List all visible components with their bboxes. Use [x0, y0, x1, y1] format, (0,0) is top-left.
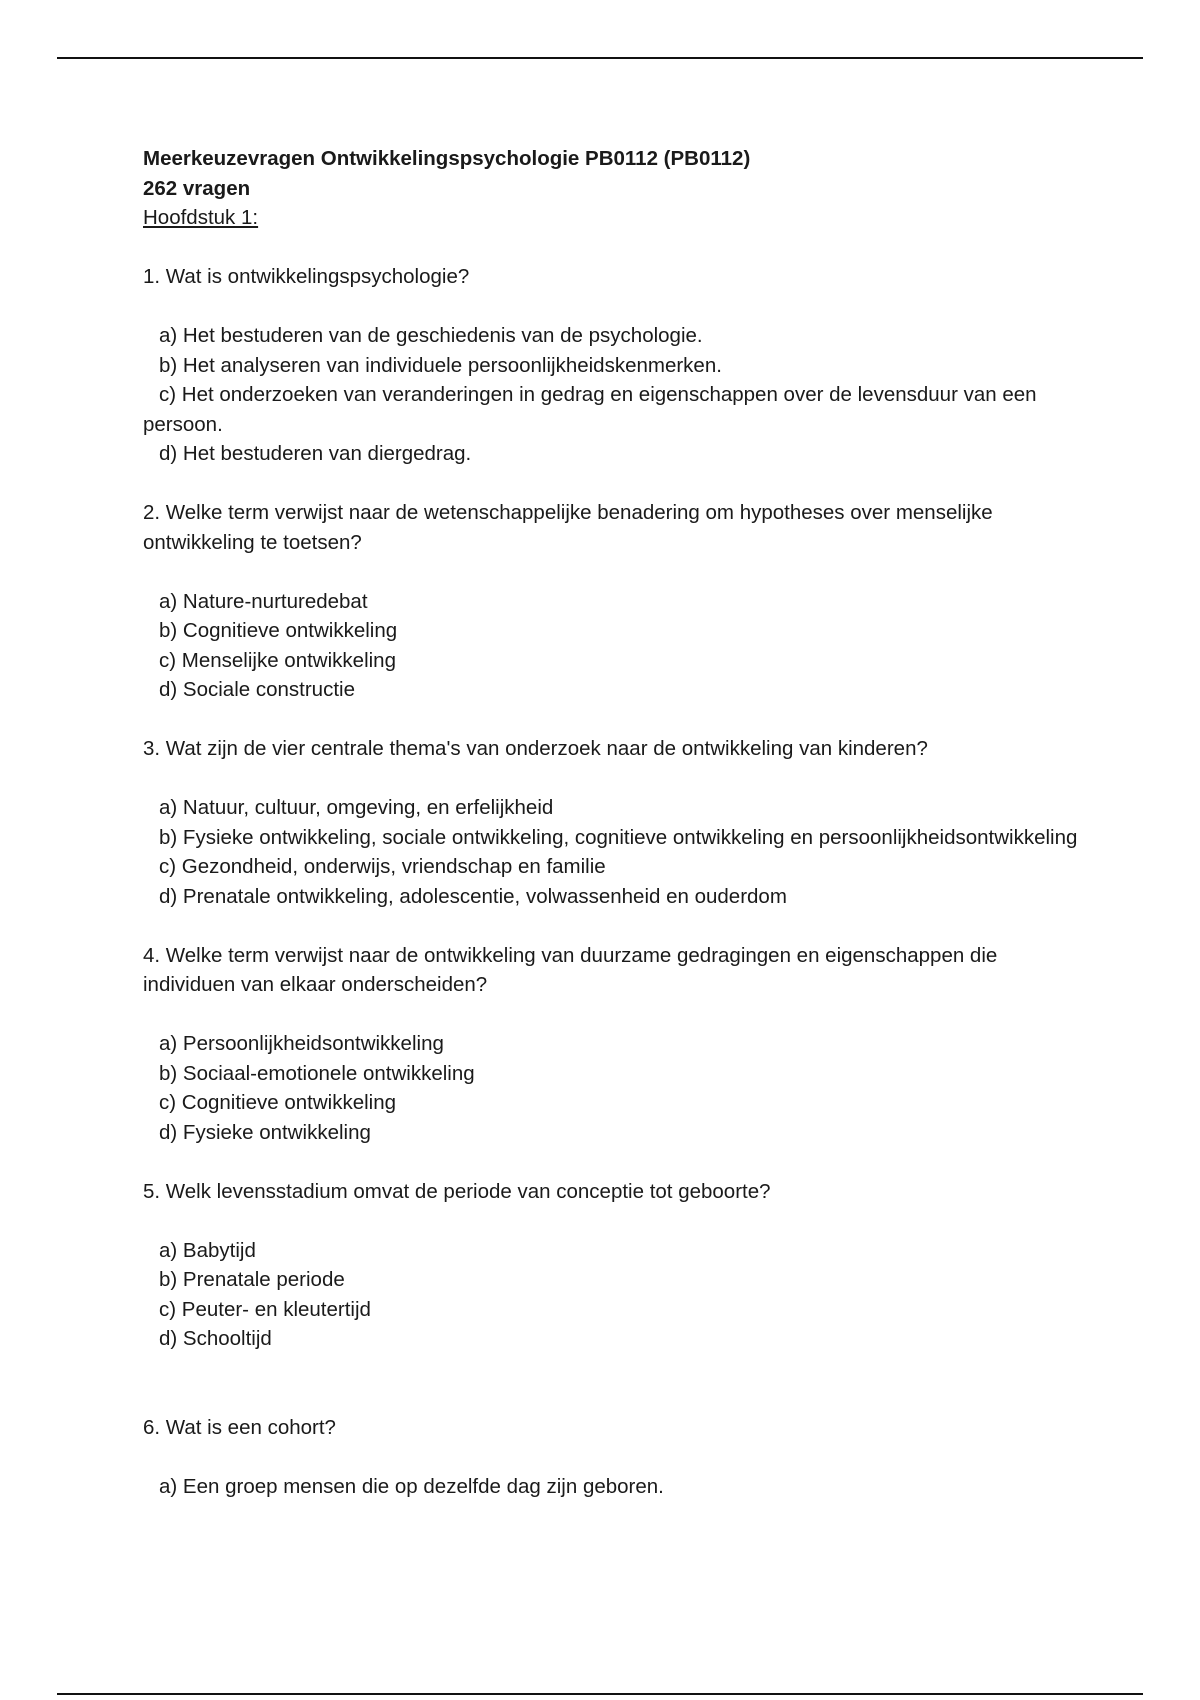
question-block [143, 498, 1083, 705]
answer-option: d) Sociale constructie [159, 678, 355, 701]
answer-option: b) Cognitieve ontwikkeling [159, 619, 398, 642]
answer-option: a) Een groep mensen die op dezelfde dag zijn geboren. [159, 1474, 664, 1498]
top-rule [57, 57, 1143, 59]
answer-option: c) Peuter- en kleutertijd [159, 1297, 371, 1321]
question-block [143, 734, 1083, 911]
answer-option: d) Het bestuderen van diergedrag. [159, 442, 472, 465]
answer-option: a) Het bestuderen van de geschiedenis van de psychologie. [159, 324, 703, 347]
answer-option: c) Menselijke ontwikkeling [159, 648, 396, 672]
answer-option: a) Nature-nurturedebat [159, 589, 368, 613]
answer-option: d) Prenatale ontwikkeling, adolescentie, volwassenheid en ouderdom [159, 884, 787, 908]
question-text: 1. Wat is ontwikkelingspsychologie? [143, 265, 470, 288]
question-text: 2. Welke term verwijst naar de wetenschappelijke benadering om hypotheses over menselijke ontwikkeling te toetsen? [143, 501, 993, 554]
question-block [143, 262, 1083, 469]
document-title: Meerkeuzevragen Ontwikkelingspsychologie PB0112 (PB0112) [143, 147, 751, 170]
question-text: 5. Welk levensstadium omvat de periode van conceptie tot geboorte? [143, 1179, 771, 1203]
chapter-heading: Hoofdstuk 1: [143, 206, 259, 229]
question-count: 262 vragen [143, 176, 251, 200]
question-text: 4. Welke term verwijst naar de ontwikkeling van duurzame gedragingen en eigenschappen die individuen van elkaar onderscheiden? [143, 943, 998, 996]
answer-option: a) Natuur, cultuur, omgeving, en erfelijkheid [159, 796, 554, 819]
answer-option: b) Prenatale periode [159, 1268, 345, 1291]
question-text: 3. Wat zijn de vier centrale thema's van onderzoek naar de ontwikkeling van kinderen? [143, 737, 928, 760]
question-text: 6. Wat is een cohort? [143, 1415, 336, 1439]
answer-option: b) Sociaal-emotionele ontwikkeling [159, 1061, 475, 1085]
answer-option: a) Babytijd [159, 1238, 256, 1262]
question-block [143, 941, 1083, 1148]
answer-option: d) Schooltijd [159, 1327, 272, 1350]
question-block [143, 1413, 1083, 1502]
answer-option: a) Persoonlijkheidsontwikkeling [159, 1032, 444, 1055]
answer-option: c) Gezondheid, onderwijs, vriendschap en familie [159, 855, 606, 878]
answer-option: d) Fysieke ontwikkeling [159, 1120, 371, 1144]
answer-option: c) Het onderzoeken van veranderingen in gedrag en eigenschappen over de levensduur van een persoon. [143, 383, 1037, 436]
answer-option: b) Het analyseren van individuele persoonlijkheidskenmerken. [159, 353, 722, 377]
bottom-rule [57, 1693, 1143, 1695]
answer-option: b) Fysieke ontwikkeling, sociale ontwikkeling, cognitieve ontwikkeling en persoonlijkheidsontwikkeling [159, 825, 1078, 849]
question-block [143, 1177, 1083, 1354]
answer-option: c) Cognitieve ontwikkeling [159, 1091, 397, 1114]
document-body [143, 144, 1083, 1531]
